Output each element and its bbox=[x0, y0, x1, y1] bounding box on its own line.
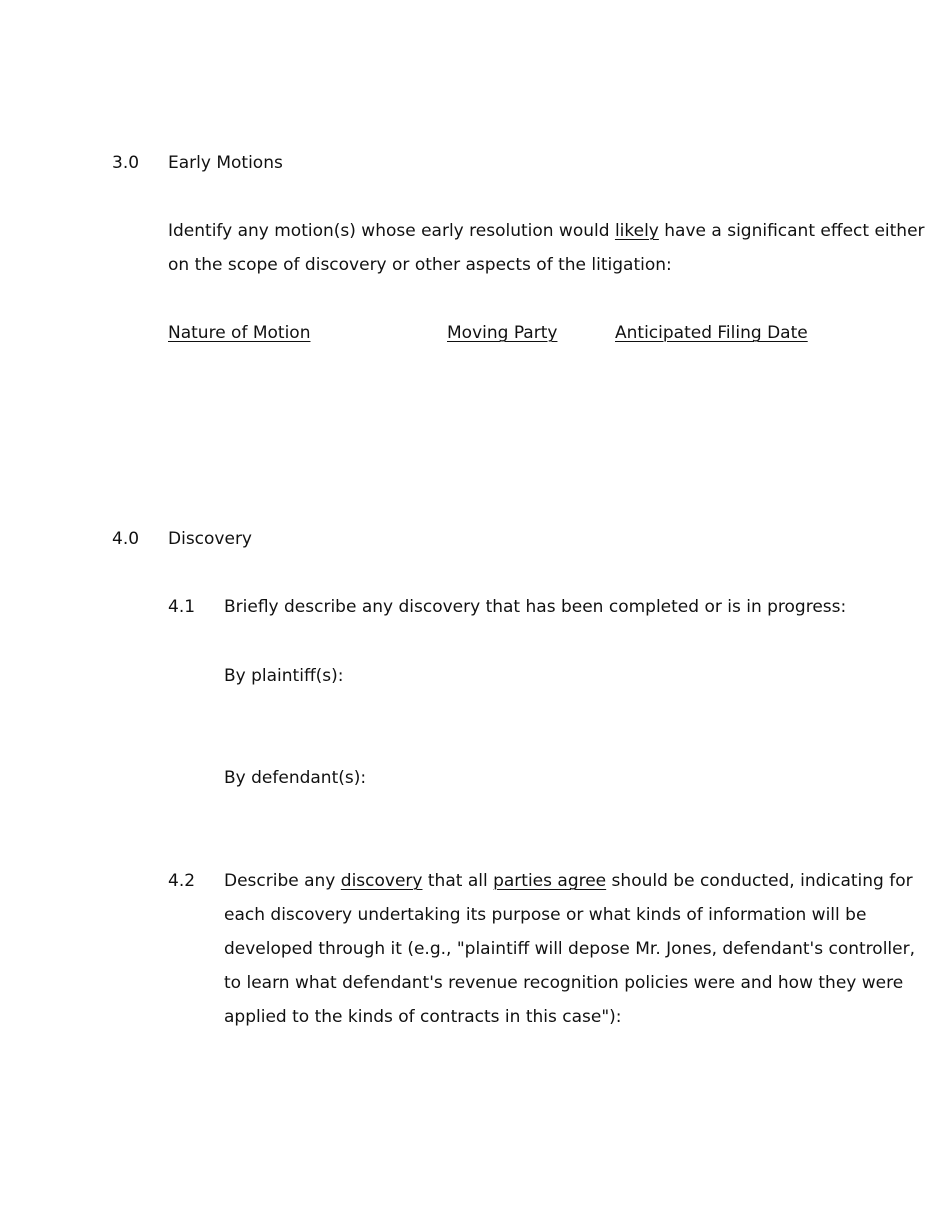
paragraph-line bbox=[168, 221, 925, 241]
section-number: 3.0 bbox=[112, 153, 140, 173]
underlined-text: discovery bbox=[340, 871, 423, 891]
text-span: should be conducted, indicating for bbox=[606, 871, 913, 891]
by-plaintiff-label: By plaintiff(s): bbox=[224, 666, 344, 686]
text-span: that all bbox=[422, 871, 494, 891]
section-number: 4.0 bbox=[112, 529, 140, 549]
paragraph-line: applied to the kinds of contracts in this case"): bbox=[224, 1007, 622, 1027]
table-header-moving-party: Moving Party bbox=[447, 323, 558, 343]
section-title: Early Motions bbox=[168, 153, 283, 173]
table-header-nature-of-motion: Nature of Motion bbox=[168, 323, 311, 343]
paragraph-line: on the scope of discovery or other aspects of the litigation: bbox=[168, 255, 672, 275]
table-header-filing-date: Anticipated Filing Date bbox=[615, 323, 808, 343]
subsection-number: 4.2 bbox=[168, 871, 196, 891]
underlined-text: parties agree bbox=[493, 871, 607, 891]
paragraph-line: Briefly describe any discovery that has been completed or is in progress: bbox=[224, 597, 847, 617]
text-span: Identify any motion(s) whose early resolution would bbox=[168, 221, 615, 241]
paragraph-line: to learn what defendant's revenue recognition policies were and how they were bbox=[224, 973, 904, 993]
paragraph-line: developed through it (e.g., "plaintiff will depose Mr. Jones, defendant's controller, bbox=[224, 939, 915, 959]
paragraph-line bbox=[224, 871, 913, 891]
subsection-number: 4.1 bbox=[168, 597, 196, 617]
underlined-text: likely bbox=[614, 221, 659, 241]
text-span: Describe any bbox=[224, 871, 341, 891]
section-title: Discovery bbox=[168, 529, 252, 549]
text-span: have a significant effect either bbox=[658, 221, 925, 241]
by-defendant-label: By defendant(s): bbox=[224, 768, 367, 788]
paragraph-line: each discovery undertaking its purpose or what kinds of information will be bbox=[224, 905, 867, 925]
